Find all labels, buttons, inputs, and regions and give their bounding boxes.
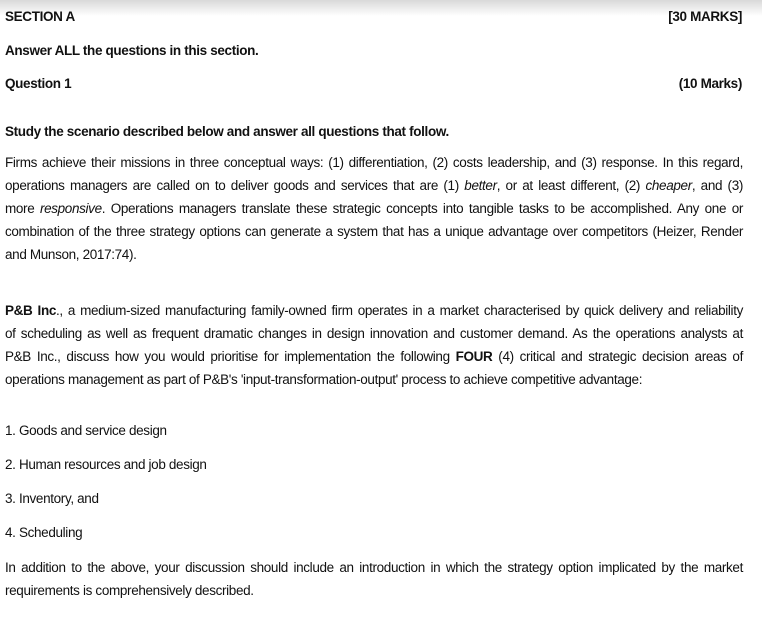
list-item: 2. Human resources and job design [5,457,207,472]
study-heading: Study the scenario described below and answer all questions that follow. [5,124,449,139]
paragraph-line: operations managers are called on to deliver goods and services that are (1) better, or at least different, (2) cheaper, and (3) [5,178,744,193]
company-name: P&B Inc [5,303,56,318]
section-header [5,9,742,24]
scenario-paragraph-2 [5,299,743,391]
scenario-paragraph-1 [5,151,743,266]
paragraph-line: Firms achieve their missions in three conceptual ways: (1) differentiation, (2) costs leadership, and (3) response. In this regard, [5,155,743,170]
question-title: Question 1 [5,76,72,91]
paragraph-line: and Munson, 2017:74). [5,247,137,262]
paragraph-line: combination of the three strategy options can generate a system that has a unique advantage over competitors (Heizer, Render [5,224,743,239]
question-header [5,76,742,91]
section-instruction: Answer ALL the questions in this section. [5,43,259,58]
closing-paragraph [5,556,743,602]
question-marks: (10 Marks) [678,76,742,91]
paragraph-line: P&B Inc., discuss how you would prioritise for implementation the following FOUR (4) critical and strategic decision areas of [5,349,743,364]
list-item: 4. Scheduling [5,525,83,540]
section-title: SECTION A [5,9,75,24]
paragraph-line: operations management as part of P&B's 'input-transformation-output' process to achieve competitive advantage: [5,372,643,387]
paragraph-line: P&B Inc., a medium-sized manufacturing family-owned firm operates in a market characterised by quick delivery and reliability [5,303,744,318]
paragraph-line: In addition to the above, your discussion should include an introduction in which the strategy option implicated by the market [5,560,743,575]
list-item: 3. Inventory, and [5,491,99,506]
paragraph-line: more responsive. Operations managers translate these strategic concepts into tangible tasks to be accomplished. Any one or [5,201,743,216]
paragraph-line: requirements is comprehensively described. [5,583,254,598]
list-item: 1. Goods and service design [5,423,167,438]
section-marks: [30 MARKS] [668,9,742,24]
paragraph-line: of scheduling as well as frequent dramatic changes in design innovation and customer demand. As the operations analysts at [5,326,743,341]
